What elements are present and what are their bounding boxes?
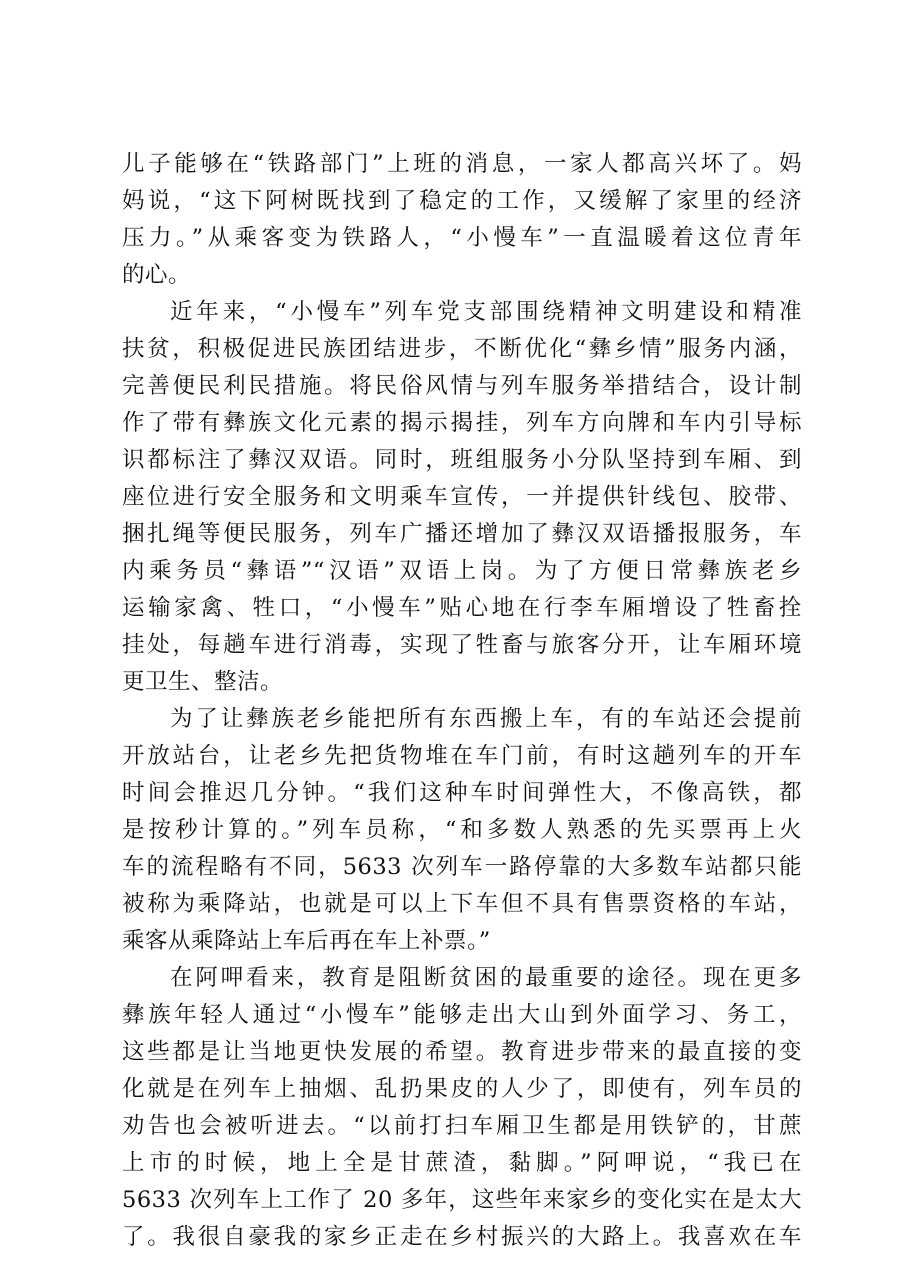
- text-line: 压力。”从乘客变为铁路人，“小慢车”一直温暖着这位青年: [122, 225, 802, 251]
- text-line: 挂处，每趟车进行消毒，实现了牲畜与旅客分开，让车厢环境: [122, 632, 802, 658]
- text-line: 上市的时候，地上全是甘蔗渣，黏脚。”阿呷说，“我已在: [122, 1150, 802, 1176]
- text-line: 开放站台，让老乡先把货物堆在车门前，有时这趟列车的开车: [122, 743, 802, 769]
- text-line: 运输家禽、牲口，“小慢车”贴心地在行李车厢增设了牲畜拴: [122, 595, 802, 621]
- text-line: 时间会推迟几分钟。“我们这种车时间弹性大，不像高铁，都: [122, 780, 802, 806]
- text-line: 扶贫，积极促进民族团结进步，不断优化“彝乡情”服务内涵，: [122, 336, 802, 362]
- text-line: 5633 次列车上工作了 20 多年，这些年来家乡的变化实在是太大: [122, 1187, 802, 1213]
- text-line: 了。我很自豪我的家乡正走在乡村振兴的大路上。我喜欢在车: [122, 1224, 802, 1250]
- article-body: [122, 146, 802, 1256]
- text-line: 妈说，“这下阿树既找到了稳定的工作，又缓解了家里的经济: [122, 188, 802, 214]
- paragraph: [122, 701, 802, 960]
- text-line: 彝族年轻人通过“小慢车”能够走出大山到外面学习、务工，: [122, 1002, 802, 1028]
- text-line: 更卫生、整洁。: [122, 669, 284, 695]
- text-line: 作了带有彝族文化元素的揭示揭挂，列车方向牌和车内引导标: [122, 410, 802, 436]
- text-line: 为了让彝族老乡能把所有东西搬上车，有的车站还会提前: [170, 706, 802, 732]
- text-line: 儿子能够在“铁路部门”上班的消息，一家人都高兴坏了。妈: [122, 151, 802, 177]
- text-line: 是按秒计算的。”列车员称，“和多数人熟悉的先买票再上火: [122, 817, 802, 843]
- text-line: 近年来，“小慢车”列车党支部围绕精神文明建设和精准: [170, 299, 802, 325]
- text-line: 车的流程略有不同，5633 次列车一路停靠的大多数车站都只能: [122, 854, 802, 880]
- text-line: 捆扎绳等便民服务，列车广播还增加了彝汉双语播报服务，车: [122, 521, 802, 547]
- paragraph: [122, 146, 802, 294]
- paragraph: [122, 294, 802, 701]
- text-line: 劝告也会被听进去。“以前打扫车厢卫生都是用铁铲的，甘蔗: [122, 1113, 802, 1139]
- text-line: 的心。: [122, 262, 192, 288]
- text-line: 内乘务员“彝语”“汉语”双语上岗。为了方便日常彝族老乡: [122, 558, 802, 584]
- text-line: 完善便民利民措施。将民俗风情与列车服务举措结合，设计制: [122, 373, 802, 399]
- text-line: 这些都是让当地更快发展的希望。教育进步带来的最直接的变: [122, 1039, 802, 1065]
- text-line: 座位进行安全服务和文明乘车宣传，一并提供针线包、胶带、: [122, 484, 802, 510]
- text-line: 被称为乘降站，也就是可以上下车但不具有售票资格的车站，: [122, 891, 802, 917]
- text-line: 识都标注了彝汉双语。同时，班组服务小分队坚持到车厢、到: [122, 447, 802, 473]
- text-line: 乘客从乘降站上车后再在车上补票。”: [122, 928, 491, 954]
- text-line: 化就是在列车上抽烟、乱扔果皮的人少了，即使有，列车员的: [122, 1076, 802, 1102]
- paragraph: [122, 960, 802, 1256]
- text-line: 在阿呷看来，教育是阻断贫困的最重要的途径。现在更多: [170, 965, 802, 991]
